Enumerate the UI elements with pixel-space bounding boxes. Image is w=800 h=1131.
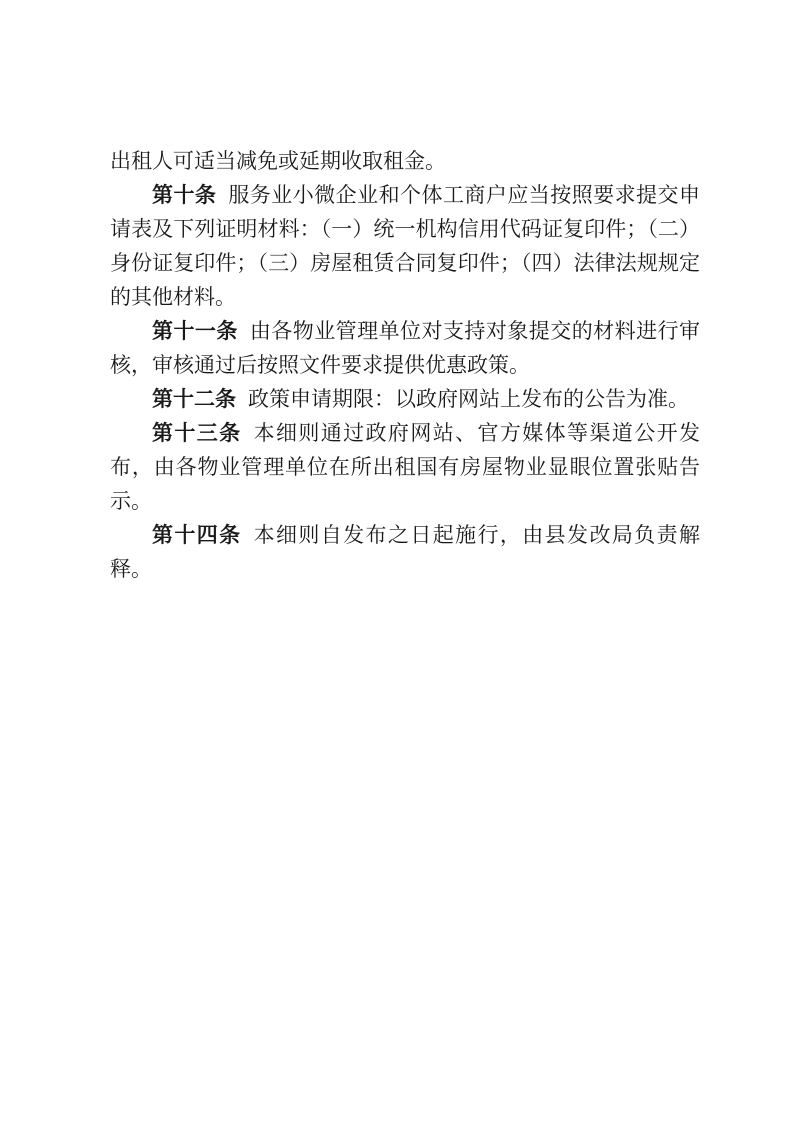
article-13 [110, 416, 700, 518]
article-text: 政策申请期限：以政府网站上发布的公告为准。 [248, 387, 689, 411]
article-label: 第十三条 [152, 421, 242, 445]
paragraph-text: 出租人可适当减免或延期收取租金。 [110, 149, 446, 173]
paragraph-continuation [110, 144, 700, 178]
article-label: 第十二条 [152, 387, 236, 411]
document-body [110, 144, 700, 586]
article-label: 第十条 [152, 183, 217, 207]
article-text: 本细则自发布之日起施行，由县发改局负责解释。 [110, 523, 701, 581]
article-text: 由各物业管理单位对支持对象提交的材料进行审核，审核通过后按照文件要求提供优惠政策。 [110, 319, 701, 377]
article-10 [110, 178, 700, 314]
article-12 [110, 382, 700, 416]
article-label: 第十四条 [152, 523, 242, 547]
article-text: 本细则通过政府网站、官方媒体等渠道公开发布，由各物业管理单位在所出租国有房屋物业显眼位置张贴告示。 [110, 421, 701, 513]
article-text: 服务业小微企业和个体工商户应当按照要求提交申请表及下列证明材料：（一）统一机构信用代码证复印件；（二）身份证复印件；（三）房屋租赁合同复印件；（四）法律法规规定的其他材料。 [110, 183, 700, 309]
article-14 [110, 518, 700, 586]
article-label: 第十一条 [152, 319, 238, 343]
article-11 [110, 314, 700, 382]
